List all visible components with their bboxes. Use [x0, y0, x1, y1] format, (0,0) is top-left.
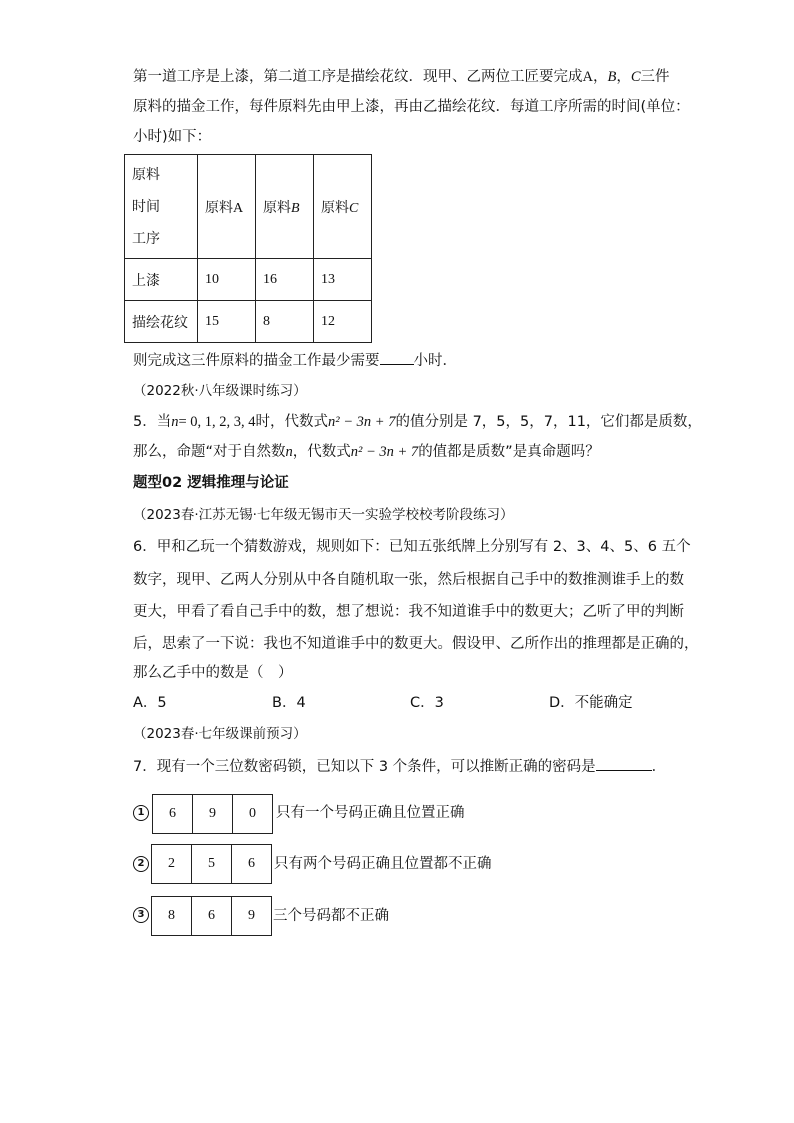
q6-line: 那么乙手中的数是（ ）: [133, 665, 293, 681]
source-note: （2023春·七年级课前预习）: [133, 726, 307, 742]
header-letter: B: [291, 200, 300, 216]
q4-text: 则完成这三件原料的描金工作最少需要: [133, 353, 380, 369]
table-row: [125, 301, 372, 343]
table-cell: 15: [198, 301, 256, 343]
letter-c: C: [630, 69, 641, 85]
corner-label-time: 时间: [132, 198, 160, 215]
code-digit: 9: [193, 795, 233, 833]
process-time-table: [124, 154, 372, 343]
q7-text: 7．现有一个三位数密码锁，已知以下 3 个条件，可以推断正确的密码是: [133, 759, 596, 775]
answer-blank[interactable]: [380, 350, 414, 365]
condition-text-3: 三个号码都不正确: [273, 908, 389, 924]
intro-line-1: [133, 67, 670, 87]
q6-line: 6．甲和乙玩一个猜数游戏，规则如下：已知五张纸牌上分别写有 2、3、4、5、6 五个: [133, 539, 691, 555]
q4-answer-line: [133, 350, 457, 371]
code-digit: 8: [152, 897, 192, 935]
code-digit: 6: [153, 795, 193, 833]
math-var: n: [171, 414, 179, 430]
intro-line-2: 原料的描金工作，每件原料先由甲上漆，再由乙描绘花纹．每道工序所需的时间(单位：: [133, 99, 690, 115]
condition-number-3: 3: [133, 907, 149, 923]
header-text: 原料: [263, 199, 291, 216]
table-header-a: [198, 155, 256, 259]
condition-text-2: 只有两个号码正确且位置都不正确: [274, 856, 492, 872]
code-digit: 6: [248, 856, 255, 871]
q7-text: ．: [651, 759, 667, 775]
table-header-c: [314, 155, 372, 259]
q7-question: [133, 756, 666, 777]
header-letter: A: [233, 200, 244, 216]
corner-label-material: 原料: [132, 166, 160, 183]
code-digit: 5: [192, 845, 232, 883]
intro-text: 第一道工序是上漆，第二道工序是描绘花纹．现甲、乙两位工匠要完成: [133, 69, 583, 85]
math-var: n: [285, 444, 293, 460]
math-values: = 0, 1, 2, 3, 4: [178, 414, 256, 430]
option-c[interactable]: C．3: [410, 695, 444, 711]
code-digit: 2: [152, 845, 192, 883]
q5-text: 那么，命题“对于自然数: [133, 444, 286, 460]
q5-text: 的值都是质数”是真命题吗？: [418, 444, 600, 460]
option-a[interactable]: A．5: [133, 695, 167, 711]
q5-line-1: [133, 412, 702, 432]
condition-number-1: 1: [133, 805, 149, 821]
table-cell: 12: [314, 301, 372, 343]
letter-a: A: [582, 69, 593, 85]
corner-label-process: 工序: [132, 230, 160, 247]
table-row: [125, 259, 372, 301]
table-cell: 16: [256, 259, 314, 301]
code-digit: 0: [249, 806, 256, 821]
code-digit: 9: [248, 908, 255, 923]
math-expression: n² − 3n + 7: [350, 444, 419, 460]
table-cell: 10: [198, 259, 256, 301]
table-cell: 8: [256, 301, 314, 343]
answer-blank[interactable]: [596, 756, 652, 771]
table-header-b: [256, 155, 314, 259]
math-expression: n² − 3n + 7: [328, 414, 396, 430]
row-label: 描绘花纹: [125, 301, 198, 343]
code-box-2: [151, 844, 272, 884]
option-b[interactable]: B．4: [272, 695, 306, 711]
row-label: 上漆: [125, 259, 198, 301]
q5-text: ，代数式: [292, 444, 351, 460]
q6-line: 后，思索了一下说：我也不知道谁手中的数更大。假设甲、乙所作出的推理都是正确的，: [133, 636, 699, 652]
code-digit: 6: [192, 897, 232, 935]
table-cell: 13: [314, 259, 372, 301]
letter-b: B: [607, 69, 617, 85]
header-letter: C: [349, 200, 359, 216]
q6-line: 更大，甲看了看自己手中的数，想了想说：我不知道谁手中的数更大；乙听了甲的判断: [133, 604, 684, 620]
source-note: （2022秋·八年级课时练习）: [133, 383, 307, 399]
q4-text: 小时．: [413, 353, 457, 369]
comma: ，: [592, 69, 608, 85]
option-d[interactable]: D．不能确定: [549, 695, 633, 711]
table-corner-cell: [125, 155, 198, 259]
q5-line-2: [133, 442, 600, 462]
q5-text: 的值分别是 7，5，5，7，11，它们都是质数，: [395, 414, 702, 430]
header-text: 原料: [321, 199, 349, 216]
code-box-1: [152, 794, 273, 834]
intro-text: 三件: [640, 69, 670, 85]
condition-text-1: 只有一个号码正确且位置正确: [276, 805, 465, 821]
comma: ，: [616, 69, 631, 85]
source-note: （2023春·江苏无锡·七年级无锡市天一实验学校校考阶段练习）: [133, 507, 514, 523]
q5-text: 5．当: [133, 414, 172, 430]
q5-text: 时，代数式: [255, 414, 329, 430]
section-title: 题型02 逻辑推理与论证: [133, 475, 289, 491]
condition-number-2: 2: [133, 856, 149, 872]
code-box-3: [151, 896, 272, 936]
header-text: 原料: [205, 199, 233, 216]
intro-line-3: 小时)如下：: [133, 129, 212, 145]
q6-line: 数字，现甲、乙两人分别从中各自随机取一张，然后根据自己手中的数推测谁手上的数: [133, 572, 684, 588]
